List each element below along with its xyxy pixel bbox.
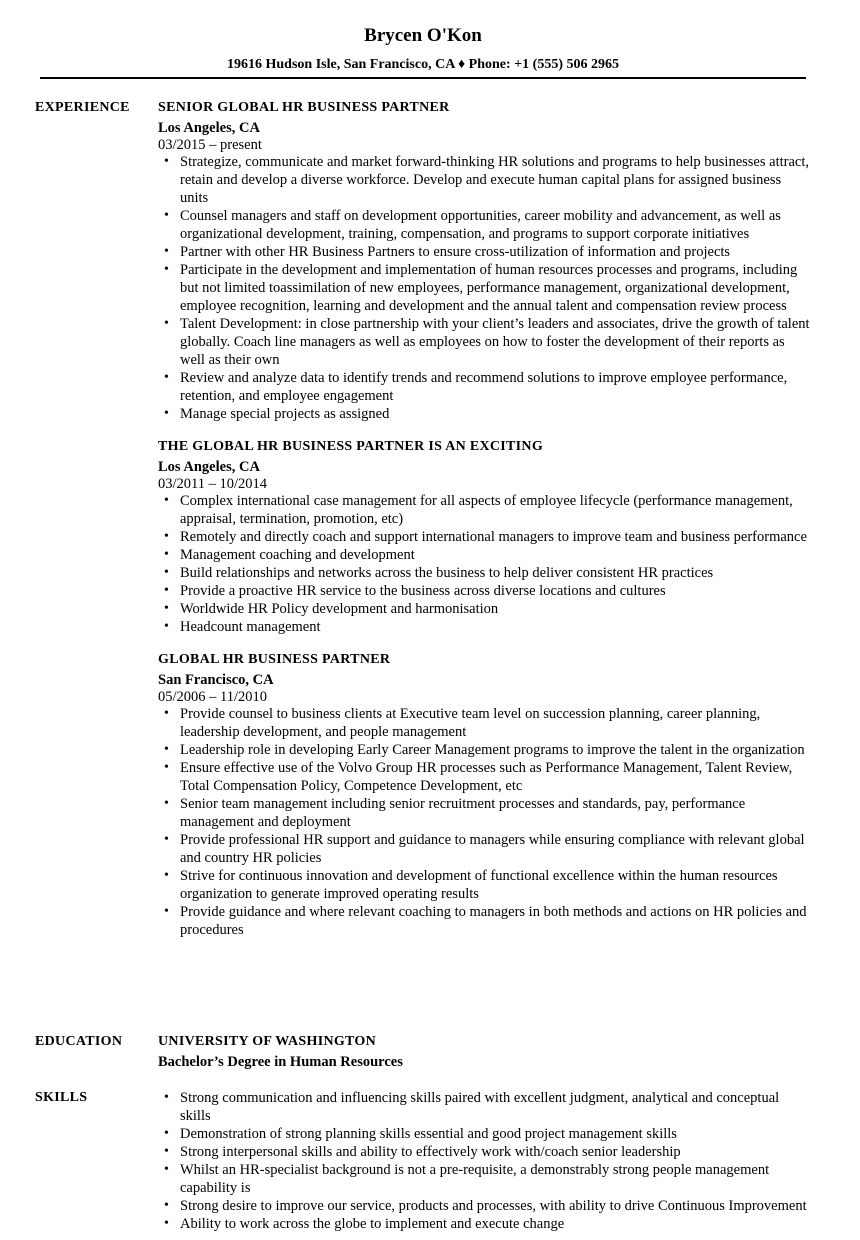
bullet-item: • Provide a proactive HR service to the business across diverse locations and cultures (180, 582, 810, 600)
job-entry (158, 99, 810, 423)
bullet-item: • Strive for continuous innovation and development of functional excellence within the human resources organization to generate improved operating results (180, 867, 810, 903)
bullet-item: • Provide guidance and where relevant coaching to managers in both methods and actions on HR policies and procedures (180, 903, 810, 939)
job-bullets (158, 492, 810, 636)
resume-header (40, 24, 806, 74)
skill-item: • Strong communication and influencing skills paired with excellent judgment, analytical and conceptual skills (180, 1089, 810, 1125)
section-label-skills: SKILLS (35, 1090, 88, 1105)
job-dates: 03/2015 – present (158, 137, 262, 153)
job-bullets (158, 153, 810, 423)
job-title: SENIOR GLOBAL HR BUSINESS PARTNER (158, 100, 450, 115)
experience-body (158, 99, 810, 954)
skill-item: • Strong desire to improve our service, products and processes, with ability to drive Continuous Improvement (180, 1197, 810, 1215)
contact-line: 19616 Hudson Isle, San Francisco, CA ♦ Phone: +1 (555) 506 2965 (227, 57, 619, 72)
bullet-item: • Participate in the development and implementation of human resources processes and programs, including but not limited toassimilation of new employees, performance management, organizational development, employee recognition, learning and development and the annual talent and compensation review process (180, 261, 810, 315)
bullet-item: • Strategize, communicate and market forward-thinking HR solutions and programs to help businesses attract, retain and develop a diverse workforce. Develop and execute human capital plans for assigned business units (180, 153, 810, 207)
bullet-item: • Provide counsel to business clients at Executive team level on succession planning, career planning, leadership development, and people management (180, 705, 810, 741)
bullet-item: • Talent Development: in close partnership with your client’s leaders and associates, drive the growth of talent globally. Coach line managers as well as employees on how to foster the development of their reports as well as their own (180, 315, 810, 369)
bullet-item: • Counsel managers and staff on development opportunities, career mobility and advancement, as well as organizational development, training, compensation, and programs to support corporate initiatives (180, 207, 810, 243)
bullet-item: • Build relationships and networks across the business to help deliver consistent HR practices (180, 564, 810, 582)
bullet-item: • Provide professional HR support and guidance to managers while ensuring compliance with relevant global and country HR policies (180, 831, 810, 867)
bullet-item: • Complex international case management for all aspects of employee lifecycle (performance management, appraisal, termination, promotion, etc) (180, 492, 810, 528)
education-body (158, 1033, 810, 1071)
degree-name: Bachelor’s Degree in Human Resources (158, 1054, 403, 1070)
job-dates: 05/2006 – 11/2010 (158, 689, 268, 705)
bullet-item: • Leadership role in developing Early Career Management programs to improve the talent in the organization (180, 741, 810, 759)
bullet-item: • Headcount management (180, 618, 810, 636)
job-entry (158, 438, 810, 636)
school-name: UNIVERSITY OF WASHINGTON (158, 1034, 377, 1049)
bullet-item: • Review and analyze data to identify trends and recommend solutions to improve employee performance, retention, and employee engagement (180, 369, 810, 405)
job-dates: 03/2011 – 10/2014 (158, 476, 268, 492)
job-bullets (158, 705, 810, 939)
skill-item: • Demonstration of strong planning skills essential and good project management skills (180, 1125, 810, 1143)
bullet-item: • Remotely and directly coach and support international managers to improve team and business performance (180, 528, 810, 546)
skills-list (158, 1089, 810, 1233)
bullet-item: • Worldwide HR Policy development and harmonisation (180, 600, 810, 618)
skill-item: • Ability to work across the globe to implement and execute change (180, 1215, 810, 1233)
skill-item: • Whilst an HR-specialist background is not a pre-requisite, a demonstrably strong people management capability is (180, 1161, 810, 1197)
bullet-item: • Manage special projects as assigned (180, 405, 810, 423)
bullet-item: • Ensure effective use of the Volvo Group HR processes such as Performance Management, Talent Review, Total Compensation Policy, Competence Development, etc (180, 759, 810, 795)
section-label-experience: EXPERIENCE (35, 100, 130, 115)
job-title: GLOBAL HR BUSINESS PARTNER (158, 652, 391, 667)
bullet-item: • Partner with other HR Business Partners to ensure cross-utilization of information and projects (180, 243, 810, 261)
section-label-education: EDUCATION (35, 1034, 123, 1049)
header-divider (40, 77, 806, 79)
job-entry (158, 651, 810, 939)
job-title: THE GLOBAL HR BUSINESS PARTNER IS AN EXCITING (158, 439, 544, 454)
skill-item: • Strong interpersonal skills and ability to effectively work with/coach senior leadership (180, 1143, 810, 1161)
bullet-item: • Management coaching and development (180, 546, 810, 564)
skills-body (158, 1089, 810, 1233)
job-location: San Francisco, CA (158, 672, 274, 688)
job-location: Los Angeles, CA (158, 120, 260, 136)
job-location: Los Angeles, CA (158, 459, 260, 475)
bullet-item: • Senior team management including senior recruitment processes and standards, pay, performance management and deployment (180, 795, 810, 831)
candidate-name: Brycen O'Kon (364, 25, 482, 46)
